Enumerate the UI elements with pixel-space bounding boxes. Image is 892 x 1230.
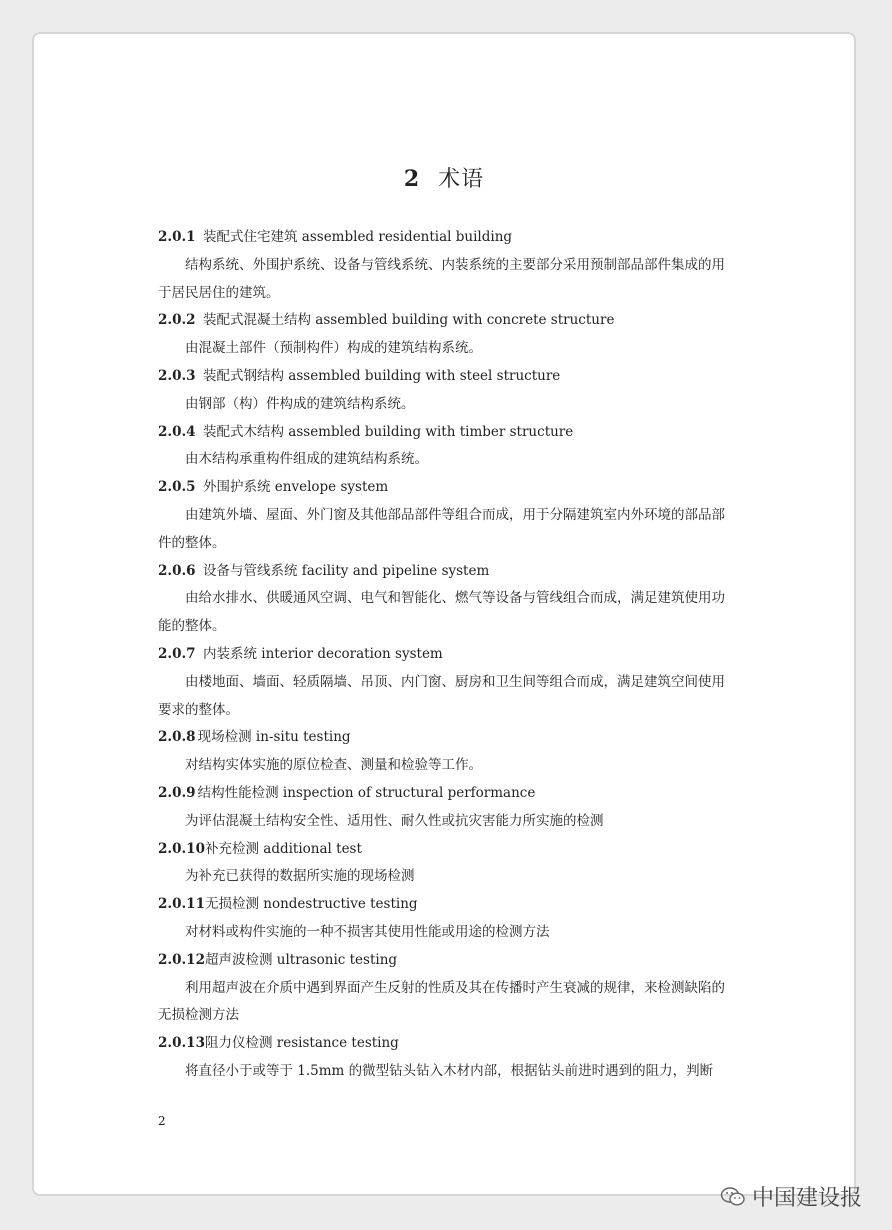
term-name: 现场检测 in-situ testing [197,729,351,746]
term-definition: 由给水排水、供暖通风空调、电气和智能化、燃气等设备与管线组合而成，满足建筑使用功能的整体。 [158,590,725,635]
chapter-title-text: 术语 [438,167,485,192]
term-code: 2.0.12 [158,951,205,968]
term-name: 结构性能检测 inspection of structural performance [197,784,536,801]
term-heading [158,224,738,252]
term-code: 2.0.11 [158,896,205,913]
term-definition: 为补充已获得的数据所实施的现场检测 [185,868,415,885]
term-heading [158,307,738,335]
term-code: 2.0.4 [158,423,196,440]
term-code: 2.0.6 [158,562,196,579]
term-name: 补充检测 additional test [204,840,362,857]
term-name: 装配式钢结构 assembled building with steel structure [203,367,561,384]
watermark-text: 中国建设报 [751,1186,862,1211]
term-heading [158,891,738,919]
term-heading [158,363,738,391]
chapter-number: 2 [403,166,421,192]
term-heading [158,474,738,502]
watermark [720,1181,862,1212]
term-name: 超声波检测 ultrasonic testing [204,951,398,968]
term-heading [158,780,738,808]
term-definition: 由楼地面、墙面、轻质隔墙、吊顶、内门窗、厨房和卫生间等组合而成，满足建筑空间使用要求的整体。 [158,673,725,718]
term-definition: 对结构实体实施的原位检查、测量和检验等工作。 [185,757,482,774]
term-code: 2.0.9 [158,784,196,801]
term-heading [158,558,738,586]
term-definition: 由建筑外墙、屋面、外门窗及其他部品部件等组合而成，用于分隔建筑室内外环境的部品部件的整体。 [158,506,725,551]
page-number: 2 [158,1114,166,1128]
term-definition: 由混凝土部件（预制构件）构成的建筑结构系统。 [185,340,482,357]
term-name: 外围护系统 envelope system [203,479,389,496]
term-code: 2.0.1 [158,229,196,245]
wechat-icon [720,1186,746,1208]
term-definition: 利用超声波在介质中遇到界面产生反射的性质及其在传播时产生衰减的规律，来检测缺陷的无损检测方法 [158,979,725,1024]
term-heading [158,836,738,864]
term-name: 装配式混凝土结构 assembled building with concrete structure [203,312,615,329]
term-code: 2.0.7 [158,645,196,662]
term-heading [158,1030,738,1058]
term-name: 装配式住宅建筑 assembled residential building [203,229,513,245]
term-heading [158,641,738,669]
term-code: 2.0.2 [158,312,196,329]
term-heading [158,419,738,447]
chapter-title [34,162,854,193]
term-name: 内装系统 interior decoration system [203,645,443,662]
term-list [158,224,738,1086]
term-definition: 为评估混凝土结构安全性、适用性、耐久性或抗灾害能力所实施的检测 [185,812,604,829]
document-page [32,32,856,1196]
term-code: 2.0.13 [158,1035,205,1052]
term-heading [158,724,738,752]
term-code: 2.0.8 [158,729,196,746]
term-definition: 将直径小于或等于 1.5mm 的微型钻头钻入木材内部，根据钻头前进时遇到的阻力，判断 [185,1062,714,1079]
term-name: 阻力仪检测 resistance testing [204,1035,399,1052]
term-heading [158,947,738,975]
term-definition: 结构系统、外围护系统、设备与管线系统、内装系统的主要部分采用预制部品部件集成的用于居民居住的建筑。 [158,256,725,301]
term-name: 设备与管线系统 facility and pipeline system [203,562,490,579]
term-definition: 由钢部（构）件构成的建筑结构系统。 [185,395,415,412]
term-name: 装配式木结构 assembled building with timber structure [203,423,574,440]
term-code: 2.0.10 [158,840,205,857]
term-code: 2.0.3 [158,367,196,384]
term-definition: 由木结构承重构件组成的建筑结构系统。 [185,451,428,468]
term-name: 无损检测 nondestructive testing [204,896,418,913]
term-definition: 对材料或构件实施的一种不损害其使用性能或用途的检测方法 [185,923,550,940]
term-code: 2.0.5 [158,479,196,496]
